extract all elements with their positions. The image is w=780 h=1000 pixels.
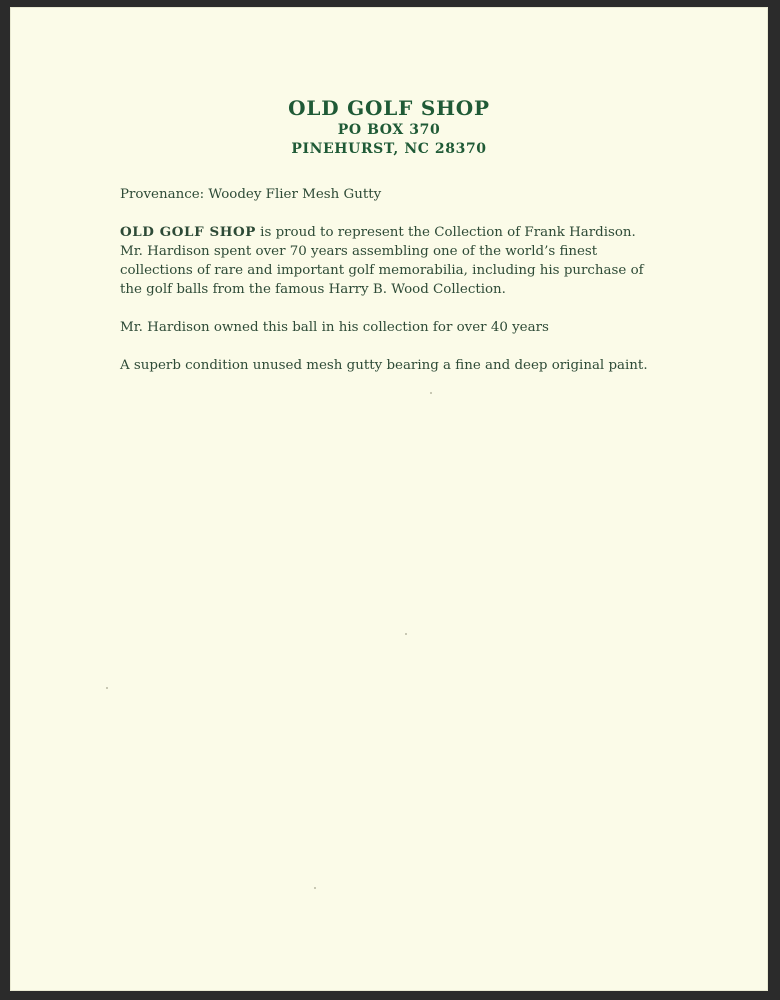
company-name: OLD GOLF SHOP — [288, 96, 490, 120]
ownership-paragraph: Mr. Hardison owned this ball in his collection for over 40 years — [120, 320, 549, 335]
company-city: PINEHURST, NC 28370 — [291, 141, 487, 157]
collection-paragraph — [120, 223, 660, 299]
company-address: PO BOX 370 — [337, 122, 441, 138]
provenance-line: Provenance: Woodey Flier Mesh Gutty — [120, 187, 382, 202]
letterhead — [10, 95, 768, 159]
paper-speck — [430, 392, 432, 394]
letter-body — [120, 185, 660, 394]
condition-paragraph: A superb condition unused mesh gutty bearing a fine and deep original paint. — [120, 358, 648, 373]
paper-speck — [106, 687, 108, 689]
paper-speck — [405, 633, 407, 635]
brand-name: OLD GOLF SHOP — [120, 224, 256, 240]
collection-text: is proud to represent the Collection of Frank Hardison. Mr. Hardison spent over 70 years assembling one of the world’s finest collections of rare and important golf memorabilia, including his purchase of the golf balls from the famous Harry B. Wood Collection. — [120, 225, 644, 297]
paper-speck — [314, 887, 316, 889]
letter-page — [10, 7, 768, 991]
